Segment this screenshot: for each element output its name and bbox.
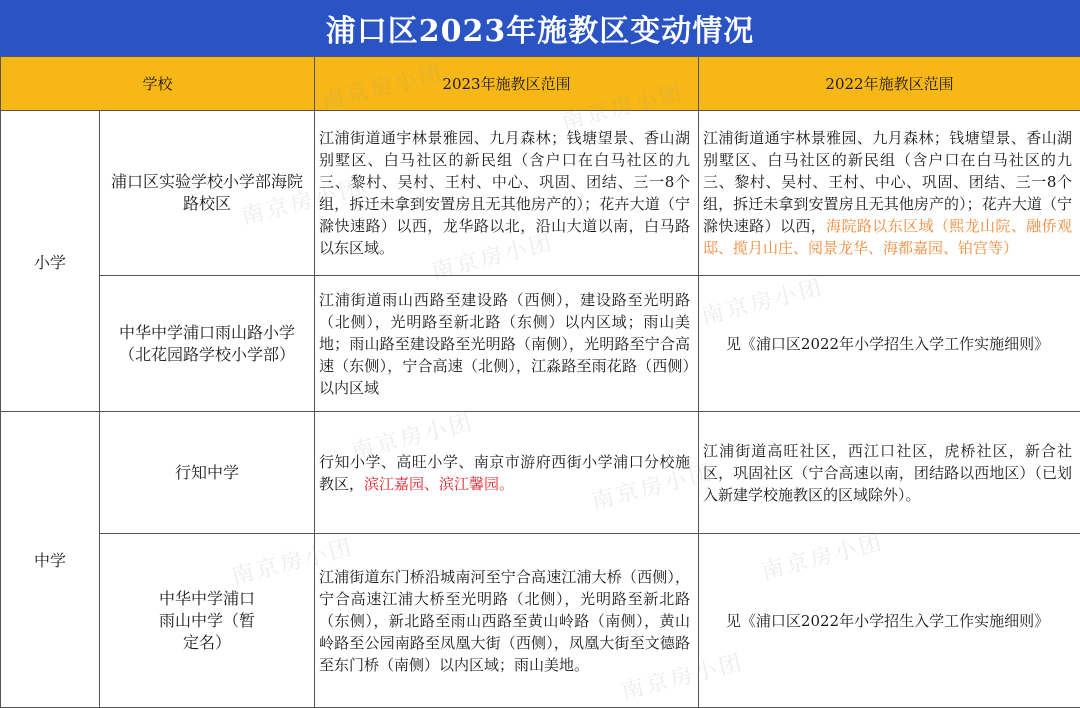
- table-row: [1, 534, 1080, 708]
- watermark: 南京房小团: [348, 405, 477, 465]
- watermark: 南京房小团: [618, 645, 747, 705]
- range-2023-cell: 江浦街道东门桥沿城南河至宁合高速江浦大桥（西侧），宁合高速江浦大桥至光明路（北侧），光明路至新北路（东侧），新北路至雨山西路至黄山岭路（南侧），黄山岭路至公园南路至凤凰大街（西侧），凤凰大街至文德路至东门桥（南侧）以内区域；雨山美地。: [315, 534, 699, 708]
- range-2022-text: 江浦街道通宇林景雅园、九月森林；钱塘望景、香山湖别墅区、白马社区的新民组（含户口在白马社区的九三、黎村、吴村、王村、中心、巩固、团结、三一8个组，拆迁未拿到安置房且无其他房产的）；花卉大道（宁滁快速路）以西，: [703, 129, 1072, 235]
- watermark: 南京房小团: [698, 270, 827, 330]
- enrollment-zone-table: [0, 56, 1080, 708]
- watermark: 南京房小团: [238, 170, 367, 230]
- table-row: [1, 412, 1080, 534]
- table-row: [1, 276, 1080, 412]
- school-name: 行知中学: [100, 412, 315, 534]
- range-2023-text: 行知小学、高旺小学、南京市游府西街小学浦口分校施教区，: [319, 453, 690, 493]
- school-name: [100, 534, 315, 708]
- watermark: 南京房小团: [428, 225, 557, 285]
- table-row: [1, 111, 1080, 276]
- page-title: [0, 0, 1080, 56]
- school-name-text: 中华中学浦口雨山中学（暂定名）: [152, 588, 262, 654]
- range-2023-cell: 江浦街道雨山西路至建设路（西侧），建设路至光明路（北侧），光明路至新北路（东侧）以内区域；雨山美地；雨山路至建设路至光明路（南侧），光明路至宁合高速（东侧），宁合高速（北侧），江淼路至雨花路（西侧）以内区域: [315, 276, 699, 412]
- school-name: 浦口区实验学校小学部海院路校区: [100, 111, 315, 276]
- range-2023-cell: 江浦街道通宇林景雅园、九月森林；钱塘望景、香山湖别墅区、白马社区的新民组（含户口在白马社区的九三、黎村、吴村、王村、中心、巩固、团结、三一8个组，拆迁未拿到安置房且无其他房产的）；花卉大道（宁滁快速路）以西，龙华路以北，沿山大道以南，白马路以东区域。: [315, 111, 699, 276]
- watermark: 南京房小团: [588, 455, 717, 515]
- watermark: 南京房小团: [758, 525, 887, 585]
- header-school: 学校: [1, 57, 315, 111]
- range-2022-cell: 见《浦口区2022年小学招生入学工作实施细则》: [699, 534, 1080, 708]
- range-2022-cell: [699, 111, 1080, 276]
- header-range-2022: 2022年施教区范围: [699, 57, 1080, 111]
- range-2022-cell: 江浦街道高旺社区，西江口社区，虎桥社区，新合社区，巩固社区（宁合高速以南，团结路以西地区）（已划入新建学校施教区的区域除外）。: [699, 412, 1080, 534]
- school-name: 中华中学浦口雨山路小学（北花园路学校小学部）: [100, 276, 315, 412]
- header-range-2023: 2023年施教区范围: [315, 57, 699, 111]
- range-2023-highlight: 滨江嘉园、滨江馨园。: [364, 475, 514, 493]
- range-2023-cell: [315, 412, 699, 534]
- category-primary: 小学: [1, 111, 100, 412]
- watermark: 南京房小团: [228, 530, 357, 590]
- range-2022-highlight: 海院路以东区域（熙龙山院、融侨观邸、揽月山庄、阅景龙华、海都嘉园、铂宫等）: [703, 217, 1072, 257]
- range-2022-cell: 见《浦口区2022年小学招生入学工作实施细则》: [699, 276, 1080, 412]
- title-text: 浦口区2023年施教区变动情况: [326, 6, 755, 50]
- category-secondary: 中学: [1, 412, 100, 708]
- header-row: [1, 57, 1080, 111]
